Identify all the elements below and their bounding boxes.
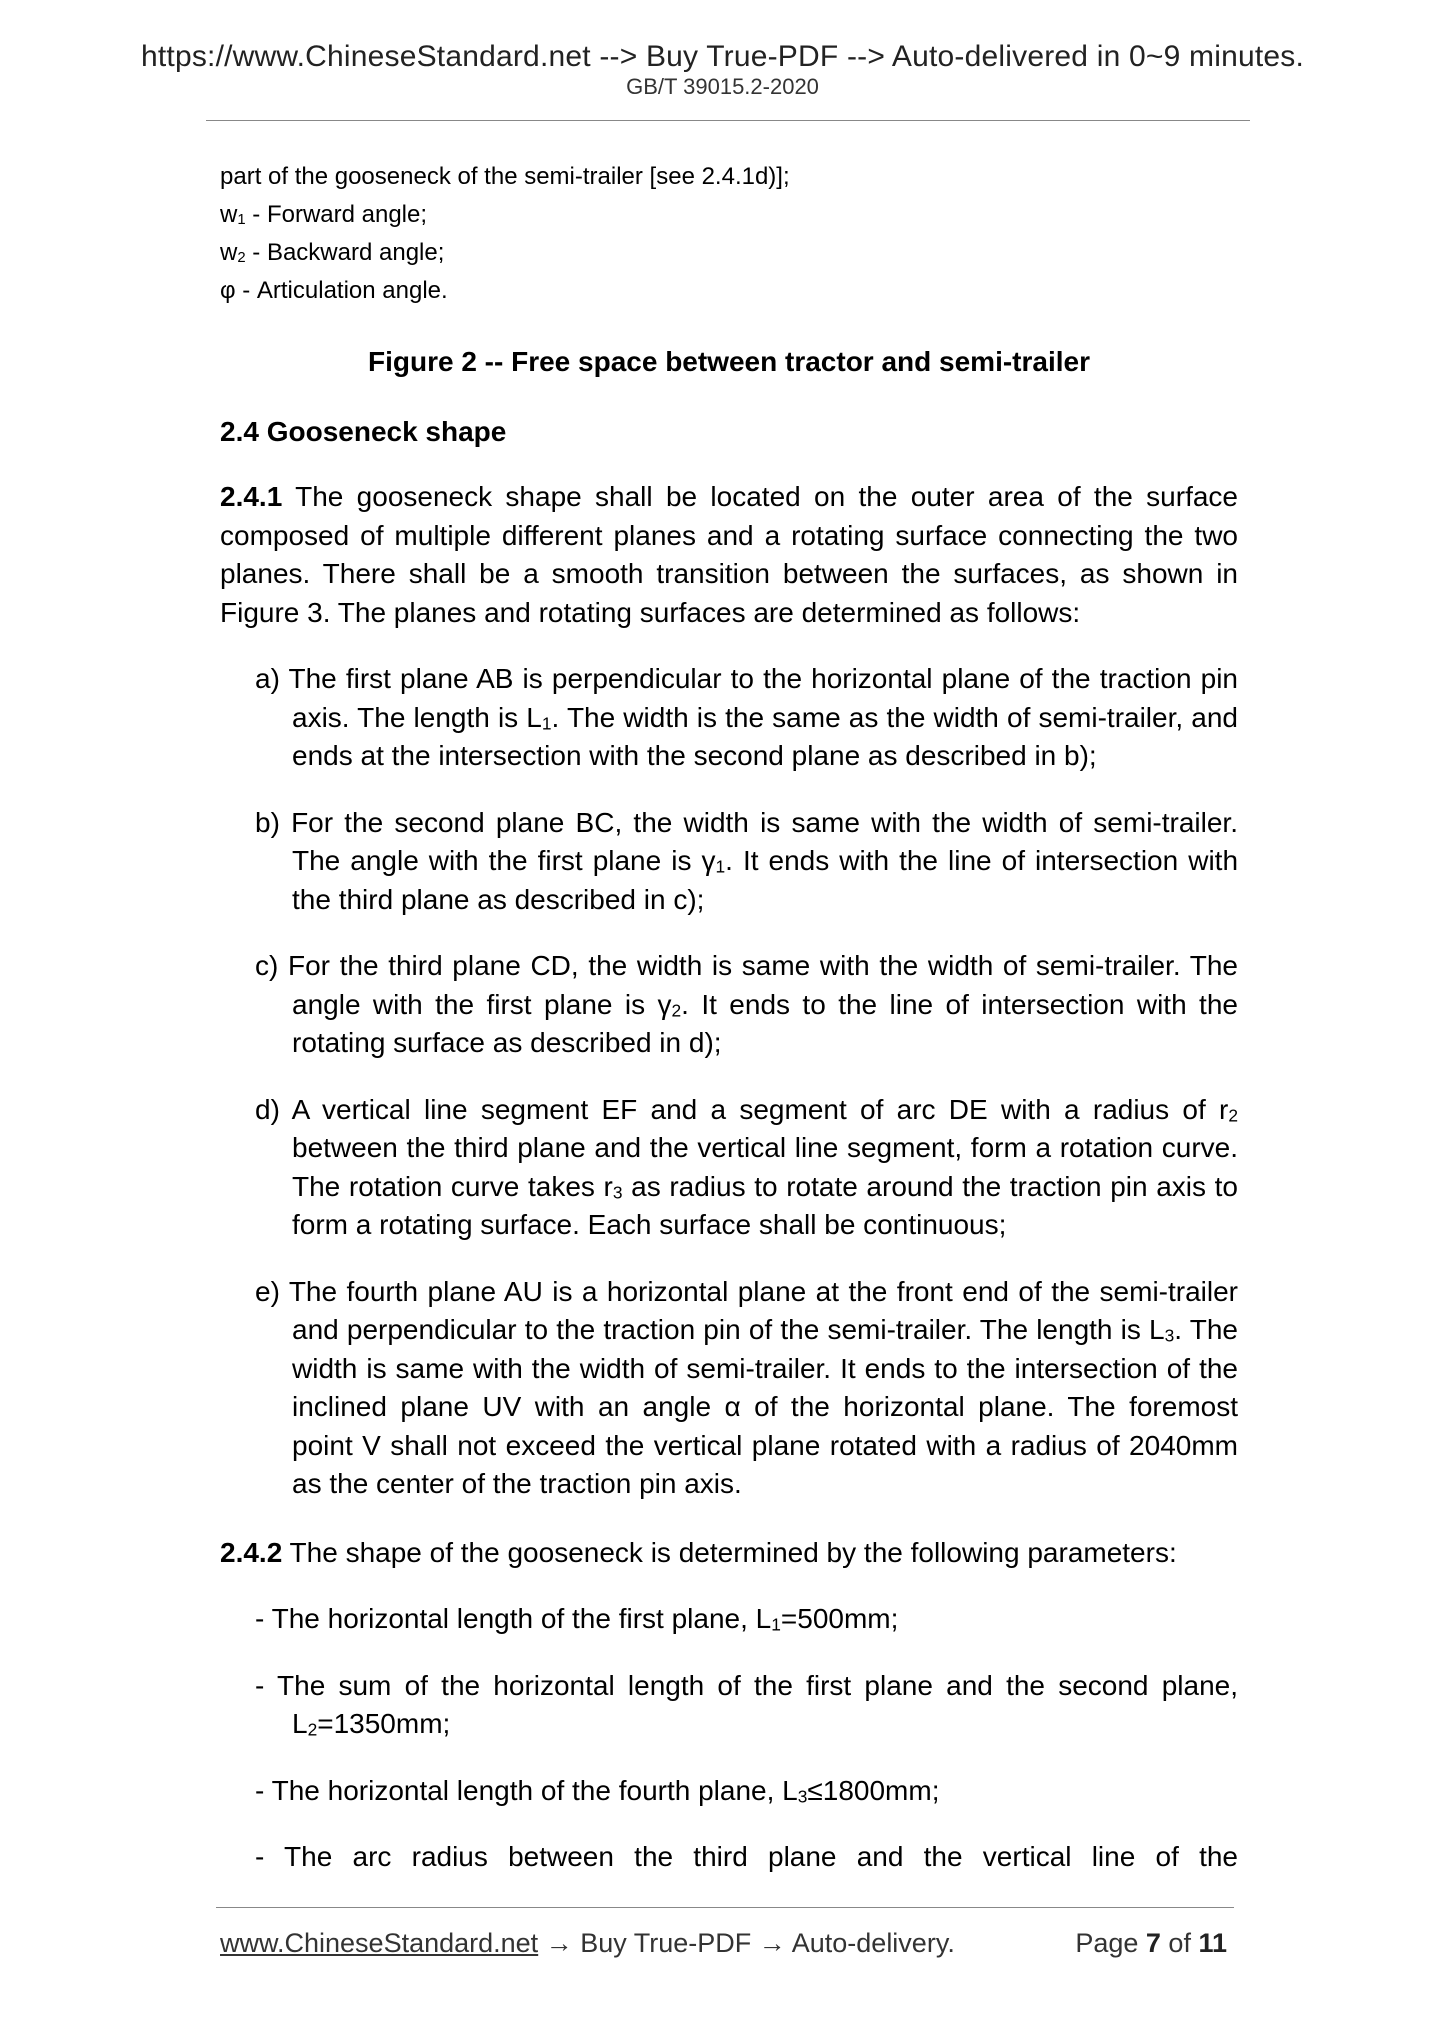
total-pages: 11 [1198, 1928, 1227, 1958]
legend-backward-angle: $w_2$ - Backward angle; [220, 239, 445, 267]
param-arc-radius: - The arc radius between the third plane and the vertical line of the [255, 1841, 1238, 1872]
legend-articulation-angle: φ - Articulation angle. [220, 277, 448, 304]
figure-caption: Figure 2 -- Free space between tractor and semi-trailer [367, 346, 1090, 377]
standard-number: GB/T 39015.2-2020 [626, 74, 819, 99]
list-item-a: a) The first plane AB is perpendicular to the horizontal plane of the traction pin axis. The length is $L_1$. The width is the same as the width of semi-trailer, and ends at the intersection with the second plane as described in b); [255, 663, 1238, 771]
param-l2: - The sum of the horizontal length of the first plane and the second plane, $L_2=1350mm$; [255, 1669, 1238, 1740]
header-divider [206, 120, 1250, 121]
param-l1: - The horizontal length of the first plane, $L_1=500mm$; [255, 1603, 899, 1635]
footer-divider [216, 1907, 1234, 1908]
list-item-e: e) The fourth plane AU is a horizontal plane at the front end of the semi-trailer and perpendicular to the traction pin of the semi-trailer. The length is $L_3$. The width is same with the width of semi-trailer. It ends to the intersection of the inclined plane UV with an angle α of the horizontal plane. The foremost point V shall not exceed the vertical plane rotated with a radius of 2040mm as the center of the traction pin axis. [255, 1275, 1238, 1499]
source-banner: https://www.ChineseStandard.net --> Buy True-PDF --> Auto-delivered in 0~9 minutes. [141, 40, 1304, 73]
page-indicator: Page 7 of 11 [1075, 1928, 1227, 1958]
current-page: 7 [1145, 1928, 1161, 1958]
footer-site-link[interactable]: www.ChineseStandard.net [220, 1928, 539, 1958]
legend-continuation: part of the gooseneck of the semi-trailer [see 2.4.1d)]; [220, 163, 790, 190]
list-item-d: d) A vertical line segment EF and a segment of arc DE with a radius of $r_2$ between the third plane and the vertical line segment, form a rotation curve. The rotation curve takes $r_3$ as radius to rotate around the traction pin axis to form a rotating surface. Each surface shall be continuous; [255, 1093, 1238, 1240]
param-l3: - The horizontal length of the fourth plane, $L_3\le 1800mm$; [255, 1774, 940, 1807]
footer-link [220, 1928, 955, 1959]
clause-2-4-1: 2.4.1 The gooseneck shape shall be located on the outer area of the surface composed of multiple different planes and a rotating surface connecting the two planes. There shall be a smooth transition between the surfaces, as shown in Figure 3. The planes and rotating surfaces are determined as follows: [220, 481, 1238, 628]
list-item-c: c) For the third plane CD, the width is same with the width of semi-trailer. The angle with the first plane is $\gamma_2$. It ends to the line of intersection with the rotating surface as described in d); [255, 950, 1238, 1058]
section-heading: 2.4 Gooseneck shape [220, 416, 507, 447]
page-body [220, 158, 1238, 1877]
list-item-b: b) For the second plane BC, the width is same with the width of semi-trailer. The angle with the first plane is $\gamma_1$. It ends with the line of intersection with the third plane as described in c); [255, 806, 1239, 915]
footer-tagline: → Buy True-PDF → Auto-delivery. [538, 1928, 955, 1958]
clause-2-4-2: 2.4.2 The shape of the gooseneck is determined by the following parameters: [220, 1536, 1177, 1568]
legend-forward-angle: $w_1$ - Forward angle; [220, 201, 428, 229]
